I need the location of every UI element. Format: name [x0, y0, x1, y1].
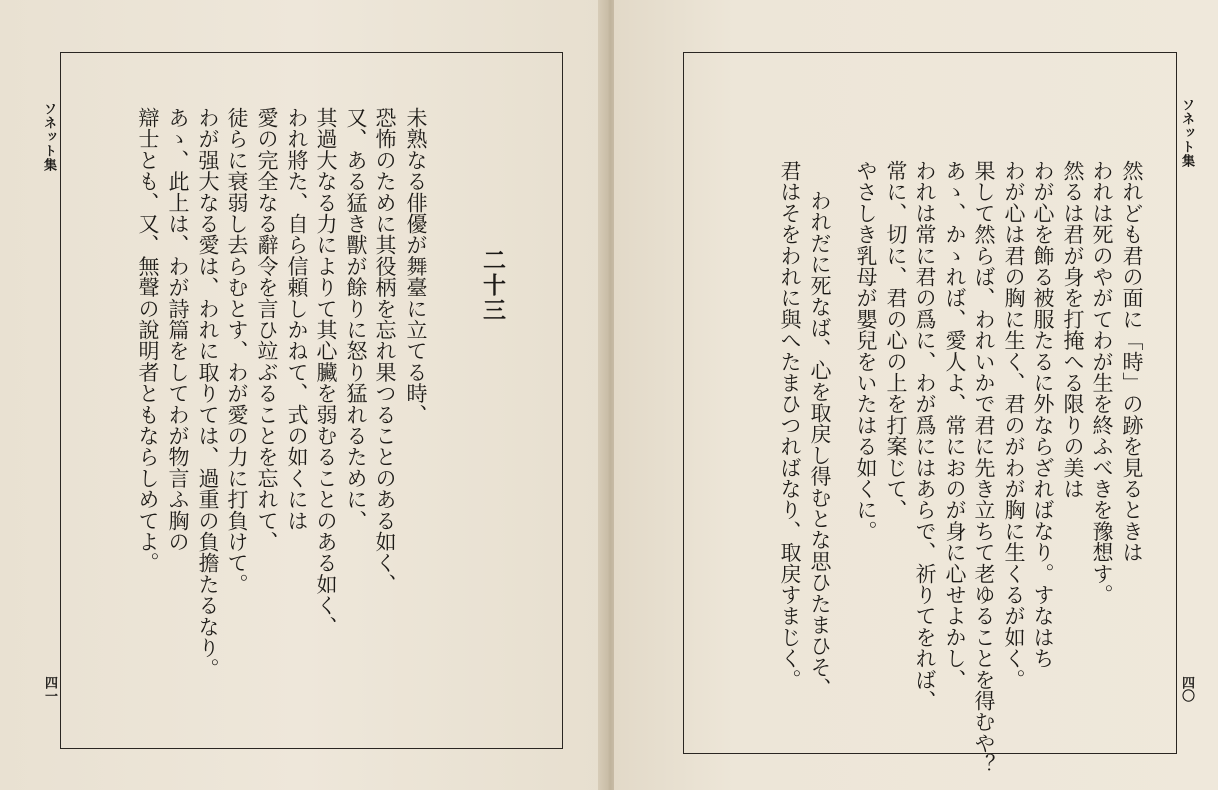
- left-running-title: ソネット集: [41, 102, 56, 172]
- right-line-2: われは死のやがてわが生を終ふべきを豫想す。: [1090, 160, 1114, 606]
- left-line-8: わが强大なる愛は、われに取りては、過重の負擔たるなり。: [196, 107, 220, 680]
- right-line-1: 然れども君の面に「時」の跡を見るときは: [1120, 160, 1144, 563]
- right-page-number: 四〇: [1179, 676, 1194, 702]
- right-line-3: 然るは君が身を打掩へる限りの美は: [1061, 160, 1085, 500]
- left-line-5: われ將た、自ら信頼しかねて、式の如くには: [285, 107, 309, 531]
- right-line-4: わが心を飾る被服たるに外ならざればなり。すなはち: [1031, 160, 1055, 669]
- sonnet-number-heading: 二十三: [479, 248, 506, 323]
- right-line-7: あゝ、かゝれば、愛人よ、常におのが身に心せよかし、: [943, 160, 967, 690]
- left-line-1: 未熟なる俳優が舞臺に立てる時、: [404, 107, 428, 425]
- right-line-8: われは常に君の爲に、わが爲にはあらで、祈りてをれば、: [913, 160, 937, 712]
- right-line-5: わが心は君の胸に生く、君のがわが胸に生くるが如く。: [1002, 160, 1026, 690]
- left-line-9: あゝ、此上は、わが詩篇をしてわが物言ふ胸の: [166, 107, 190, 553]
- right-line-9: 常に、切に、君の心の上を打案じて、: [884, 160, 908, 521]
- left-line-6: 愛の完全なる辭令を言ひ竝ぶることを忘れて、: [255, 107, 279, 553]
- right-line-6: 果して然らば、われいかで君に先き立ちて老ゆることを得むや？: [972, 160, 996, 775]
- right-page: [614, 0, 1218, 790]
- left-line-3: 又、ある猛き獸が餘りに怒り猛れるために、: [344, 107, 368, 531]
- left-page: [0, 0, 604, 790]
- right-running-title: ソネット集: [1179, 98, 1194, 168]
- right-line-11: われだに死なば、心を取戻し得むとな思ひたまひそ、: [808, 190, 832, 699]
- left-line-7: 徒らに衰弱し去らむとす、わが愛の力に打負けて。: [225, 107, 249, 595]
- left-page-number: 四一: [42, 676, 57, 702]
- left-line-10: 辯士とも、又、無聲の說明者ともならしめてよ。: [136, 107, 160, 574]
- right-line-10: やさしき乳母が嬰兒をいたはる如くに。: [854, 160, 878, 542]
- left-line-2: 恐怖のために其役柄を忘れ果つることのある如く、: [373, 107, 397, 595]
- right-line-12: 君はそをわれに與へたまひつればなり、取戻すまじく。: [778, 160, 802, 690]
- left-line-4: 其過大なる力によりて其心臟を弱むることのある如く、: [314, 107, 338, 637]
